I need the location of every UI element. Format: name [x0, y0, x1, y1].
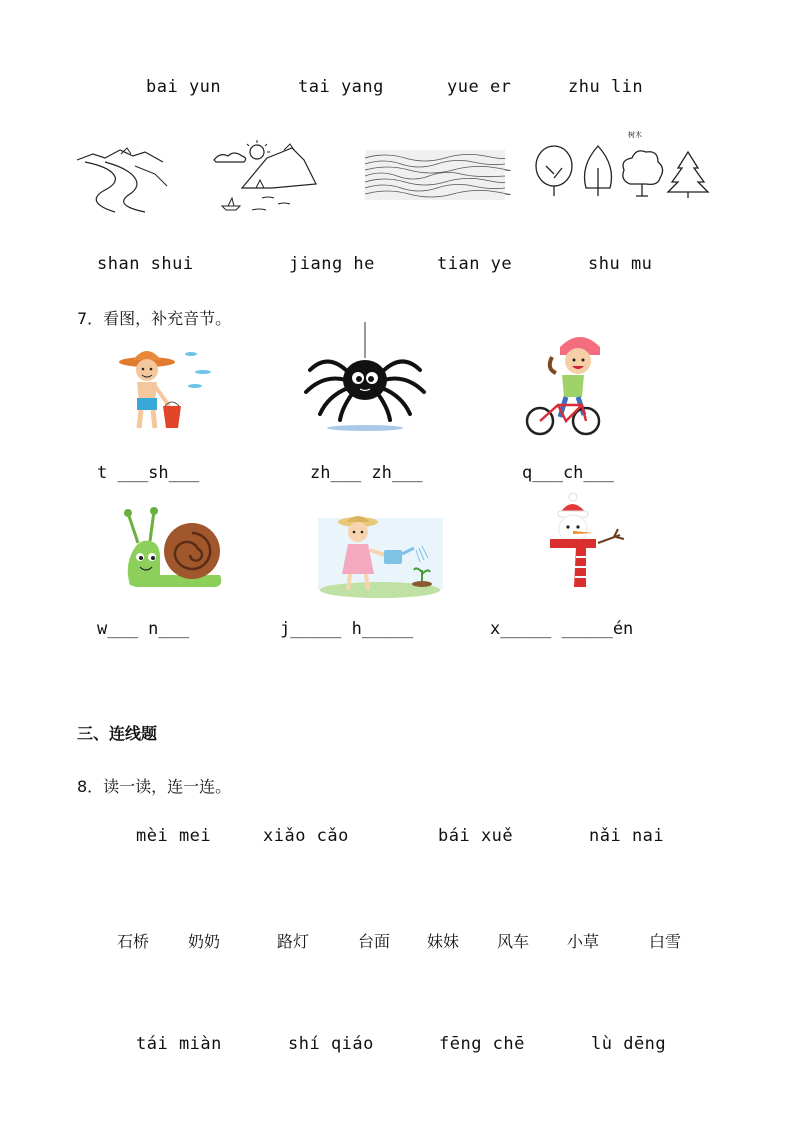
spider-image [298, 320, 433, 438]
bottom-pinyin-lu-deng[interactable]: lù dēng [591, 1034, 667, 1054]
pinyin-jiang-he: jiang he [289, 254, 375, 274]
hanzi-lu-deng[interactable]: 路灯 [277, 932, 310, 951]
section-3-title: 三、连线题 [77, 724, 158, 743]
bottom-pinyin-tai-mian[interactable]: tái miàn [136, 1034, 222, 1054]
sun-lake-image [212, 138, 322, 213]
tree-caption: 树木 [628, 131, 642, 139]
girl-watering-image [318, 510, 443, 598]
question-7-title: 7．看图，补充音节。 [77, 309, 232, 328]
hanzi-nai-nai[interactable]: 奶奶 [188, 932, 221, 951]
blank-spider[interactable]: zh___ zh___ [310, 463, 423, 483]
hanzi-feng-che[interactable]: 风车 [497, 932, 530, 951]
pinyin-tian-ye: tian ye [437, 254, 513, 274]
fields-image [365, 150, 505, 200]
bottom-pinyin-shi-qiao[interactable]: shí qiáo [288, 1034, 374, 1054]
pinyin-zhu-lin: zhu lin [568, 77, 644, 97]
hanzi-tai-mian[interactable]: 台面 [358, 932, 391, 951]
pinyin-bai-yun: bai yun [146, 77, 222, 97]
girl-on-bicycle-image [522, 325, 607, 437]
trees-image [532, 138, 712, 203]
snowman-image [540, 495, 630, 595]
pinyin-shu-mu: shu mu [588, 254, 653, 274]
snail-image [120, 505, 225, 595]
top-pinyin-xiao-cao[interactable]: xiǎo cǎo [263, 826, 349, 846]
pinyin-shan-shui: shan shui [97, 254, 194, 274]
boy-with-bucket-image [115, 340, 220, 435]
mountain-river-image [75, 140, 170, 215]
top-pinyin-nai-nai[interactable]: nǎi nai [589, 826, 665, 846]
blank-snail[interactable]: w___ n___ [97, 619, 190, 639]
hanzi-mei-mei[interactable]: 妹妹 [427, 932, 460, 951]
pinyin-tai-yang: tai yang [298, 77, 384, 97]
top-pinyin-mei-mei[interactable]: mèi mei [136, 826, 212, 846]
hanzi-xiao-cao[interactable]: 小草 [567, 932, 600, 951]
blank-watering[interactable]: j_____ h_____ [280, 619, 414, 639]
question-8-title: 8．读一读，连一连。 [77, 777, 232, 796]
hanzi-shi-qiao[interactable]: 石桥 [117, 932, 150, 951]
top-pinyin-bai-xue[interactable]: bái xuě [438, 826, 514, 846]
pinyin-yue-er: yue er [447, 77, 512, 97]
bottom-pinyin-feng-che[interactable]: fēng chē [439, 1034, 525, 1054]
blank-bicycle[interactable]: q___ch___ [522, 463, 615, 483]
hanzi-bai-xue[interactable]: 白雪 [649, 932, 682, 951]
blank-snowman[interactable]: x_____ _____én [490, 619, 634, 639]
blank-sun-bath[interactable]: t ___sh___ [97, 463, 200, 483]
